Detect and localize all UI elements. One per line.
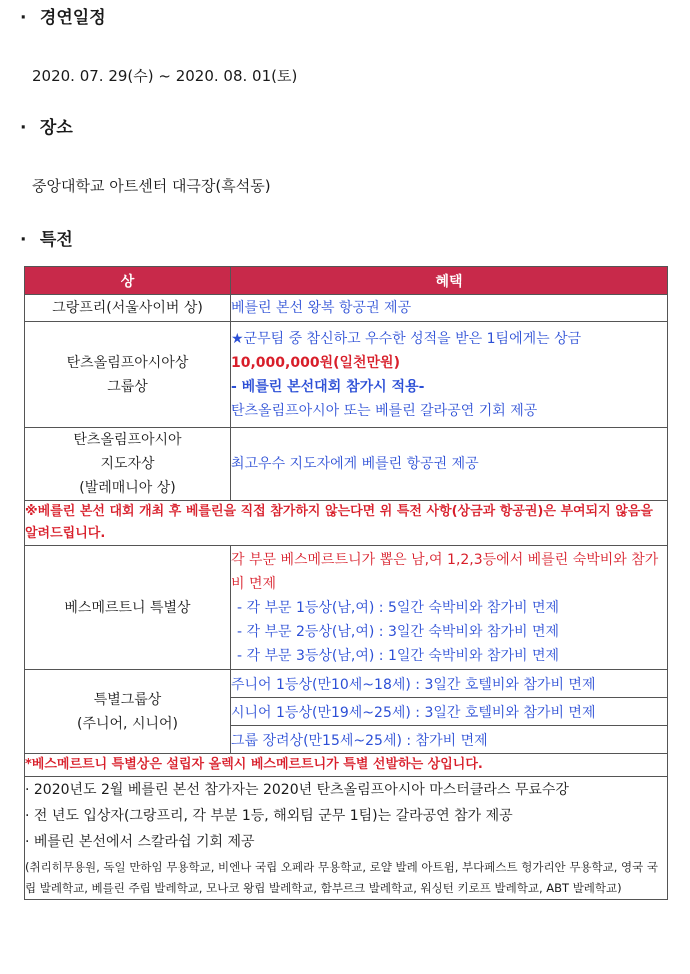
table-row-special-group-1 (25, 670, 668, 698)
benefit-bessmertny-rank1: - 각 부문 1등상(남,여) : 5일간 숙박비와 참가비 면제 (237, 599, 559, 616)
award-special-group (25, 670, 231, 754)
table-row-mentor-award (25, 428, 668, 501)
schedule-title: 경연일정 (39, 8, 106, 28)
footer-scholarship: · 베를린 본선에서 스칼라쉽 기회 제공 (25, 834, 255, 850)
benefit-special-junior: 주니어 1등상(만10세~18세) : 3일간 호텔비와 참가비 면제 (231, 670, 668, 698)
venue-location: 중앙대학교 아트센터 대극장(흑석동) (32, 177, 271, 195)
footer-masterclass: · 2020년도 2월 베를린 본선 참가자는 2020년 탄츠올림프아시아 마스터클라스 무료수강 (25, 782, 569, 798)
venue-heading (20, 118, 73, 138)
venue-title: 장소 (39, 118, 73, 138)
award-mentor-line3: (발레매니아 상) (79, 480, 176, 496)
table-row-notice-2 (25, 754, 668, 777)
award-mentor-line1: 탄츠올림프아시아 (73, 432, 182, 448)
award-group (25, 322, 231, 428)
table-row-grandprix (25, 295, 668, 322)
benefit-table (24, 266, 668, 900)
benefit-bessmertny-rank3: - 각 부문 3등상(남,여) : 1일간 숙박비와 참가비 면제 (237, 647, 559, 664)
schedule-bullet: · (20, 8, 27, 28)
award-special-group-line1: 특별그룹상 (93, 691, 162, 708)
benefit-special-senior: 시니어 1등상(만19세~25세) : 3일간 호텔비와 참가비 면제 (231, 698, 668, 726)
notice-travel-condition: ※베를린 본선 대회 개최 후 베를린을 직접 참가하지 않는다면 위 특전 사항(상금과 항공권)은 부여되지 않음을 알려드립니다. (25, 501, 668, 546)
table-header-row (25, 267, 668, 295)
benefit-bullet: · (20, 230, 27, 250)
schedule-dates: 2020. 07. 29(수) ~ 2020. 08. 01(토) (32, 67, 298, 85)
footer-gala: · 전 년도 입상자(그랑프리, 각 부분 1등, 해외팀 군무 1팀)는 갈라공연 참가 제공 (25, 808, 513, 824)
venue-bullet: · (20, 118, 27, 138)
benefit-grandprix: 베를린 본선 왕복 항공권 제공 (231, 295, 668, 322)
header-award: 상 (25, 267, 231, 295)
benefit-special-encourage: 그룹 장려상(만15세~25세) : 참가비 면제 (231, 726, 668, 754)
award-special-group-line2: (주니어, 시니어) (77, 715, 178, 732)
benefit-group-prize: 10,000,000원(일천만원) (231, 354, 400, 371)
benefit-mentor: 최고우수 지도자에게 베를린 항공권 제공 (231, 428, 668, 501)
table-row-group-award (25, 322, 668, 428)
benefit-bessmertny (231, 546, 668, 670)
award-bessmertny: 베스메르트니 특별상 (25, 546, 231, 670)
table-row-notice-1 (25, 501, 668, 546)
benefit-group-condition: - 베를린 본선대회 참가시 적용- (231, 378, 425, 395)
notice-bessmertny-selection: *베스메르트니 특별상은 설립자 올렉시 베스메르트니가 특별 선발하는 상입니다. (25, 754, 668, 777)
table-row-bessmertny-award (25, 546, 668, 670)
table-row-footer (25, 777, 668, 900)
footer-notes (25, 777, 668, 900)
award-mentor (25, 428, 231, 501)
award-mentor-line2: 지도자상 (100, 456, 155, 472)
benefit-bessmertny-line1: 각 부문 베스메르트니가 뽑은 남,여 1,2,3등에서 베를린 숙박비와 참가비 면제 (231, 551, 659, 592)
award-grandprix: 그랑프리(서울사이버 상) (25, 295, 231, 322)
benefit-heading (20, 230, 73, 250)
header-benefit: 혜택 (231, 267, 668, 295)
benefit-group-line4: 탄츠올림프아시아 또는 베를린 갈라공연 기회 제공 (231, 402, 538, 419)
benefit-group (231, 322, 668, 428)
benefit-group-line1: ★군무팀 중 참신하고 우수한 성적을 받은 1팀에게는 상금 (231, 330, 582, 347)
award-group-line1: 탄츠올림프아시아상 (66, 354, 189, 371)
benefit-title: 특전 (39, 230, 73, 250)
benefit-bessmertny-rank2: - 각 부문 2등상(남,여) : 3일간 숙박비와 참가비 면제 (237, 623, 559, 640)
schedule-heading (20, 8, 106, 28)
footer-schools-list: (취리히무용원, 독일 만하임 무용학교, 비엔나 국립 오페라 무용학교, 로얄 발레 아트윔, 부다페스트 헝가리안 무용학교, 영국 국립 발레학교, 베를린 주립 발레학교, 모나코 왕립 발레학교, 함부르크 발레학교, 워싱턴 키로프 발레학교, ABT 발레학교) (25, 860, 659, 895)
award-group-line2: 그룹상 (107, 378, 148, 395)
